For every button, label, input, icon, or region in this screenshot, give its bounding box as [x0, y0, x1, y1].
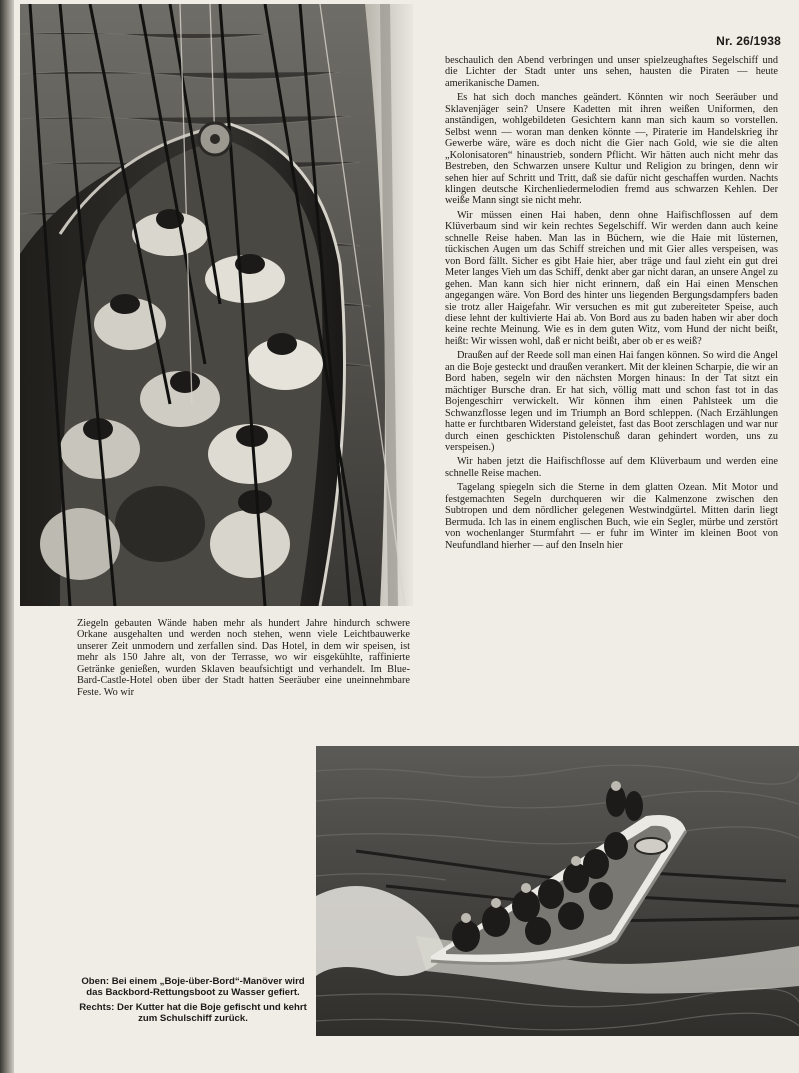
page-number: Nr. 26/1938: [716, 34, 781, 48]
article-text-left-column: [77, 618, 410, 728]
paragraph: Draußen auf der Reede soll man einen Hai fangen können. So wird die Angel an die Boje gesteckt und draußen verankert. Mit der kleinen Scharpie, die wir an Bord haben, segeln wir den nächsten Morgen hinaus: In der Tat sitzt ein mächtiger Bursche dran. Er hat sich, völlig matt und schon fast tot in das Bojengeschirr verwickelt. Wir können ihm einen Pahlsteek um die Schwanzflosse legen und im Triumph an Bord schleppen. (Nach Erzählungen hatte er furchtbaren Widerstand geleistet, fast das Boot zerschlagen und war nur durch einen geschickten Pistolenschuß daran gehindert worden, uns zu verspeisen.): [445, 350, 778, 453]
photo-rowing-cutter: [316, 746, 799, 1036]
paragraph: Es hat sich doch manches geändert. Könnten wir noch Seeräuber und Sklavenjäger sein? Unsere Kadetten mit ihren weißen Uniformen, den anständigen, wohlgebildeten Gesichtern kann man sich kaum so vorstellen. Selbst wenn — woran man denken könnte —, Piraterie im Handelskrieg ihr Gewerbe wäre, wäre es doch nicht die Gier nach Gold, wie sie die alten „Kolonisatoren“ hinaustrieb, sondern Pflicht. Wir hätten auch nicht mehr das Bestreben, den Schwarzen unsere Kultur und Religion zu bringen, denn wir sehen hier auf Schritt und Tritt, daß sie dafür nicht geschaffen wurden. Nachts klingen deutsche Kirchenliedermelodien fremd aus schwarzen Kehlen. Der weiße Mann singt sie nicht mehr.: [445, 92, 778, 207]
photo-cutter-image: [316, 746, 799, 1036]
paragraph: Ziegeln gebauten Wände haben mehr als hundert Jahre hindurch schwere Orkane ausgehalten und werden noch stehen, wenn viele Leichtbauwerke unserer Zeit unmodern und zerfallen sind. Das Hotel, in dem wir speisen, ist mehr als 150 Jahre alt, von der Terrasse, wo wir eisgekühlte, raffinierte Getränke genießen, wurden Sklaven beaufsichtigt und verhandelt. Im Blue-Bard-Castle-Hotel oben über der Stadt hatten Seeräuber eine uneinnehmbare Feste. Wo wir: [77, 618, 410, 698]
article-text-right-column: [445, 55, 778, 723]
caption-bottom-photo: Rechts: Der Kutter hat die Boje gefischt und kehrt zum Schulschiff zurück.: [79, 1002, 307, 1024]
photo-sailors-hauling-lifeboat: [20, 4, 413, 606]
paragraph: beschaulich den Abend verbringen und unser spielzeughaftes Segelschiff und die Lichter der Stadt unter uns sehen, hausten die Piraten — heute amerikanische Damen.: [445, 55, 778, 89]
book-spine-shadow: [0, 0, 14, 1073]
photo-sailors-image: [20, 4, 413, 606]
paragraph: Wir müssen einen Hai haben, denn ohne Haifischflossen auf dem Klüverbaum sind wir kein rechtes Segelschiff. Wir werden dann auch keine schnelle Reise haben. Man las in Büchern, wie die Haie mit lüsternen, tückischen Augen um das Schiff streichen und mit Gier alles verspeisen, was von Bord fällt. Sicher es gibt Haie hier, aber träge und faul zieht ein gut drei Meter langes Vieh um das Schiff, denkt aber gar nicht daran, an unsere Angel zu gehen. Man kann sich hier nicht erinnern, daß ein Hai einen Menschen angegangen wäre. Von Bord des hinter uns liegenden Bergungsdampfers baden sie trotz aller Haigefahr. Wir versuchen es mit gut zubereiteter Speise, auch diese lehnt der kultivierte Hai ab. Von Bord aus zu baden haben wir aber doch keine rechte Meinung. Wie es in dem guten Witz, vom Hund der nicht beißt, heißt: Wir wissen wohl, daß er nicht beißt, aber ob er es weiß?: [445, 209, 778, 347]
paragraph: Wir haben jetzt die Haifischflosse auf dem Klüverbaum und werden eine schnelle Reise machen.: [445, 456, 778, 479]
paragraph: Tagelang spiegeln sich die Sterne in dem glatten Ozean. Mit Motor und festgemachten Segeln durchqueren wir die Kalmenzone zwischen den Subtropen und dem nördlicher gelegenen Westwindgürtel. Mitten darin liegt Bermuda. Ich las in einem englischen Buch, wie ein Segler, mürbe und zerstört von wochenlanger Sturmfahrt — er fuhr im Winter im kleinen Boot von Neufundland hierher — auf den Inseln hier: [445, 482, 778, 551]
caption-top-photo: Oben: Bei einem „Boje-über-Bord“-Manöver wird das Backbord-Rettungsboot zu Wasser gefiert.: [81, 976, 305, 998]
photo-captions: [78, 976, 308, 1028]
